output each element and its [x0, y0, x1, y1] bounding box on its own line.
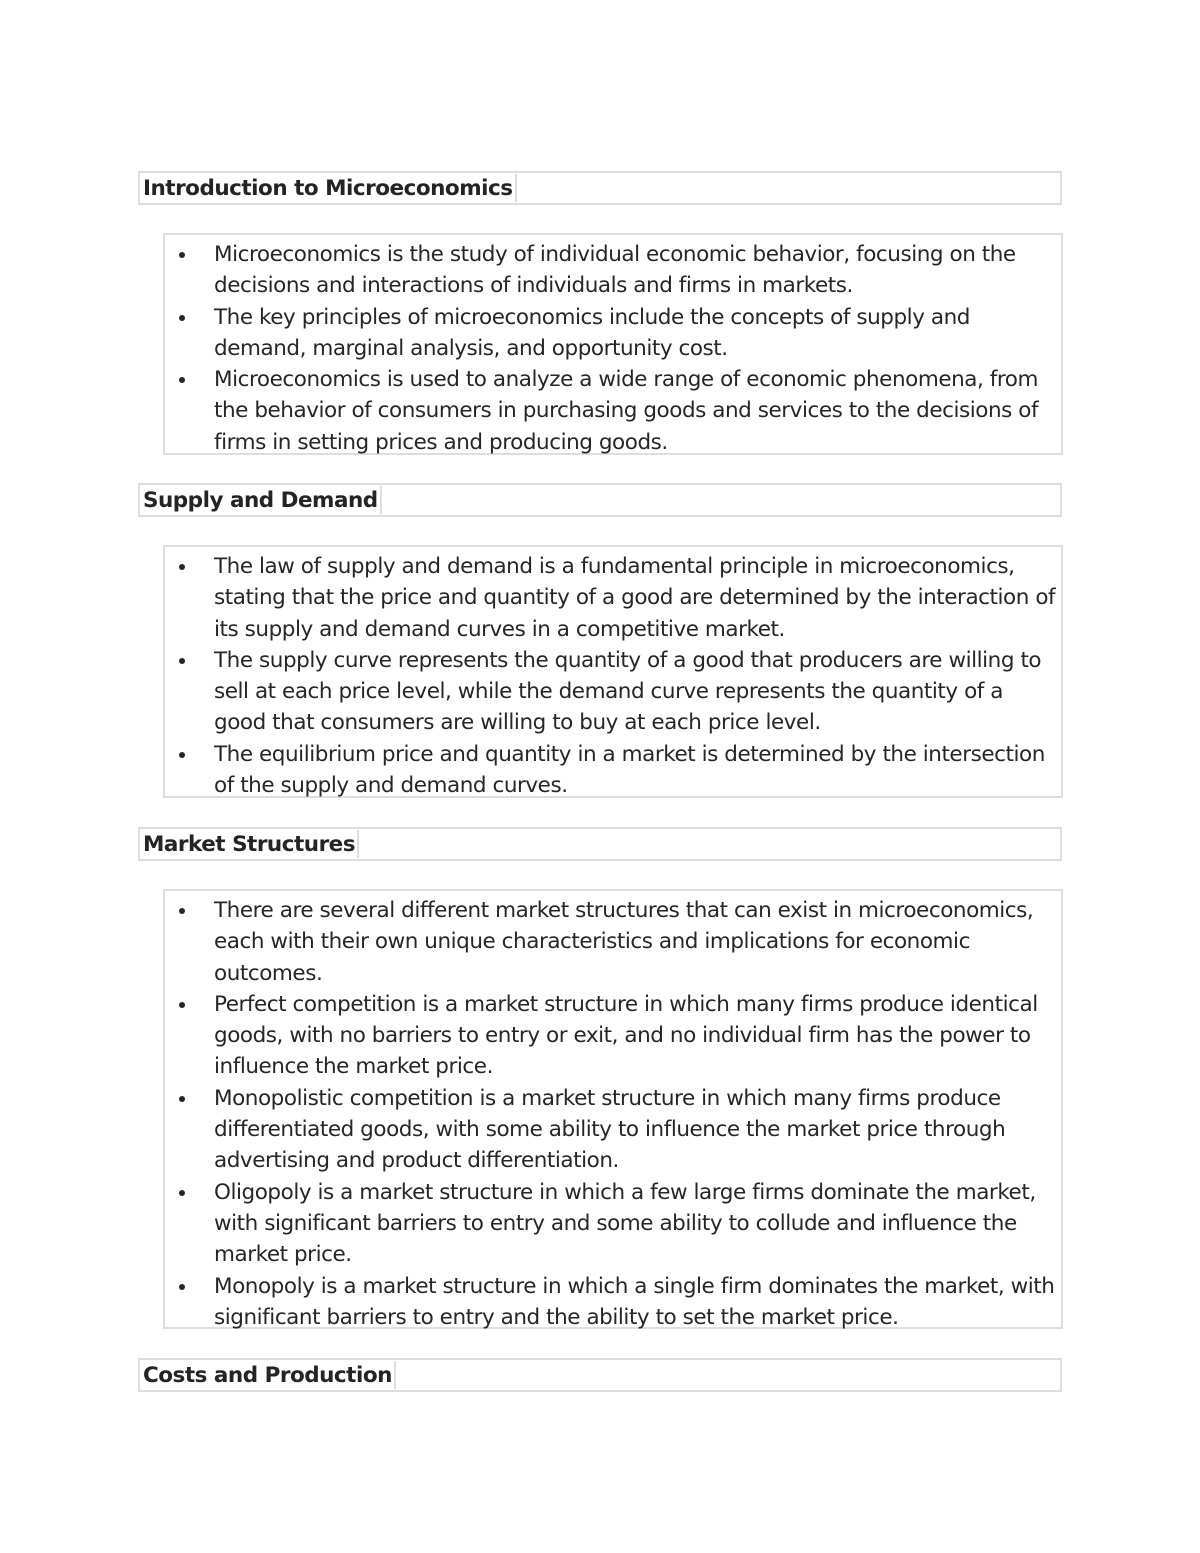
- list-item: Oligopoly is a market structure in which a few large firms dominate the market, with significant barriers to entry and some ability to collude and influence the market price.: [165, 1177, 1061, 1271]
- section-heading: Market Structures: [141, 830, 359, 858]
- list-item: Monopoly is a market structure in which a single firm dominates the market, with significant barriers to entry and the ability to set the market price.: [165, 1271, 1061, 1334]
- section-heading: Supply and Demand: [141, 486, 382, 514]
- bullet-list: [165, 235, 1061, 458]
- list-item: Microeconomics is the study of individual economic behavior, focusing on the decisions and interactions of individuals and firms in markets.: [165, 239, 1061, 302]
- section-heading: Introduction to Microeconomics: [141, 174, 517, 202]
- list-item: Perfect competition is a market structure in which many firms produce identical goods, with no barriers to entry or exit, and no individual firm has the power to influence the market price.: [165, 989, 1061, 1083]
- section-heading-box: [138, 827, 1062, 861]
- bullet-list: [165, 547, 1061, 801]
- list-item: The key principles of microeconomics include the concepts of supply and demand, marginal analysis, and opportunity cost.: [165, 302, 1061, 365]
- bullet-list-box: [163, 233, 1063, 455]
- list-item: Monopolistic competition is a market structure in which many firms produce differentiated goods, with some ability to influence the market price through advertising and product differentiation.: [165, 1083, 1061, 1177]
- list-item: The equilibrium price and quantity in a market is determined by the intersection of the supply and demand curves.: [165, 739, 1061, 802]
- list-item: The law of supply and demand is a fundamental principle in microeconomics, stating that the price and quantity of a good are determined by the interaction of its supply and demand curves in a competitive market.: [165, 551, 1061, 645]
- section-heading-box: [138, 1358, 1062, 1392]
- list-item: There are several different market structures that can exist in microeconomics, each with their own unique characteristics and implications for economic outcomes.: [165, 895, 1061, 989]
- section-heading: Costs and Production: [141, 1361, 396, 1389]
- list-item: The supply curve represents the quantity of a good that producers are willing to sell at each price level, while the demand curve represents the quantity of a good that consumers are willing to buy at each price level.: [165, 645, 1061, 739]
- bullet-list-box: [163, 889, 1063, 1329]
- bullet-list: [165, 891, 1061, 1333]
- list-item: Microeconomics is used to analyze a wide range of economic phenomena, from the behavior of consumers in purchasing goods and services to the decisions of firms in setting prices and producing goods.: [165, 364, 1061, 458]
- section-heading-box: [138, 483, 1062, 517]
- section-heading-box: [138, 171, 1062, 205]
- bullet-list-box: [163, 545, 1063, 798]
